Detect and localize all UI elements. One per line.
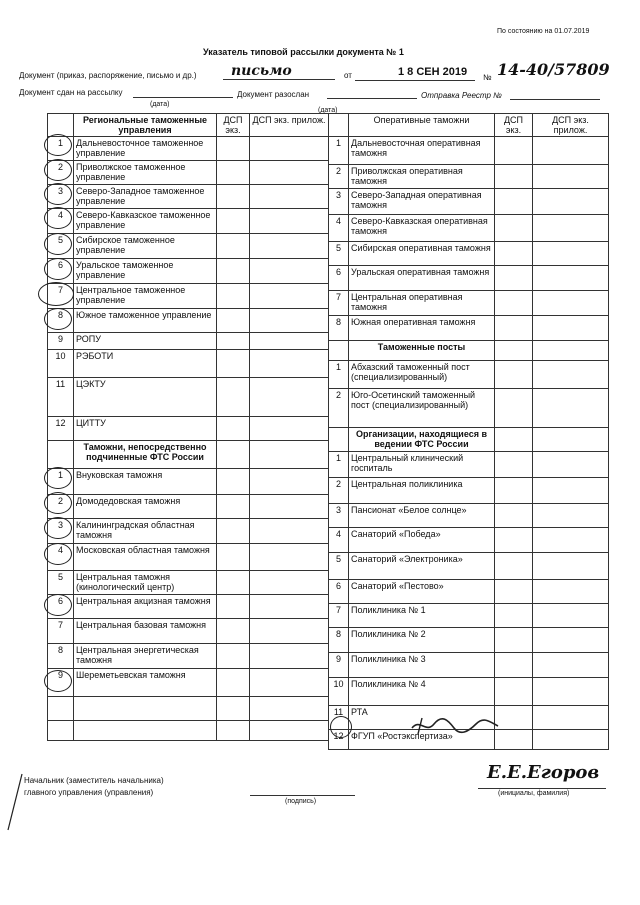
status-date-stamp: По состоянию на 01.07.2019 xyxy=(497,28,590,35)
row-number: 2 xyxy=(329,389,349,428)
mark-circle xyxy=(44,543,72,565)
initials-hint: (инициалы, фамилия) xyxy=(498,790,570,797)
row-number: 4 xyxy=(329,528,349,553)
table-row-name: Центральная базовая таможня xyxy=(74,619,217,644)
row-number: 5 xyxy=(48,571,74,595)
table-row-name: РЭБОТИ xyxy=(74,350,217,378)
row-number: 1 xyxy=(329,361,349,389)
row-number: 1 xyxy=(329,137,349,165)
table-row-name: Центральное таможенное управление xyxy=(74,284,217,309)
section-title-direct-customs: Таможни, непосредственно подчиненные ФТС России xyxy=(74,441,217,469)
signatory-name-handwritten: Е.Е.Егоров xyxy=(487,762,600,783)
mark-circle xyxy=(44,594,72,616)
row-number: 11 xyxy=(48,378,74,417)
row-number: 3 xyxy=(48,519,74,544)
mark-circle xyxy=(330,716,352,738)
row-number: 12 xyxy=(329,730,349,750)
table-row-name: Домодедовская таможня xyxy=(74,495,217,519)
table-row-name: Внуковская таможня xyxy=(74,469,217,495)
table-row-name: Южная оперативная таможня xyxy=(349,316,495,341)
document-type-handwritten: письмо xyxy=(231,63,292,79)
row-number: 4 xyxy=(48,209,74,234)
table-row-name: ФГУП «Ростэкспертиза» xyxy=(349,730,495,750)
table-row-name: Пансионат «Белое солнце» xyxy=(349,504,495,528)
row-number: 6 xyxy=(48,595,74,619)
row-number: 7 xyxy=(48,284,74,309)
table-row-name: Северо-Западная оперативная таможня xyxy=(349,189,495,215)
position-line-1: Начальник (заместитель начальника) xyxy=(24,776,164,785)
registry-underline xyxy=(510,98,600,100)
table-row-name: Южное таможенное управление xyxy=(74,309,217,333)
table-row-name: Центральный клинический госпиталь xyxy=(349,452,495,478)
row-number: 5 xyxy=(329,553,349,580)
row-number: 5 xyxy=(329,242,349,266)
row-number: 10 xyxy=(329,678,349,706)
table-row-name: Уральское таможенное управление xyxy=(74,259,217,284)
row-number: 11 xyxy=(329,706,349,730)
mark-circle xyxy=(44,183,72,205)
document-number-label: № xyxy=(483,73,492,82)
table-row-name: Центральная энергетическая таможня xyxy=(74,644,217,669)
sent-out-underline xyxy=(327,97,417,99)
operational-header: Оперативные таможни xyxy=(349,114,495,137)
date-from-label: от xyxy=(344,71,352,80)
row-number: 6 xyxy=(329,266,349,291)
dsp-attachment-header: ДСП экз. прилож. xyxy=(250,114,329,137)
row-number: 2 xyxy=(48,495,74,519)
table-row-name: Северо-Кавказская оперативная таможня xyxy=(349,215,495,242)
row-number: 3 xyxy=(329,189,349,215)
table-row-name: Поликлиника № 3 xyxy=(349,653,495,678)
table-row-name: Центральная оперативная таможня xyxy=(349,291,495,316)
dsp-header: ДСП экз. xyxy=(495,114,533,137)
table-row-name: Московская областная таможня xyxy=(74,544,217,571)
row-number: 6 xyxy=(329,580,349,604)
handed-over-underline xyxy=(133,96,233,98)
position-line-2: главного управления (управления) xyxy=(24,788,154,797)
row-number: 8 xyxy=(48,309,74,333)
row-number: 12 xyxy=(48,417,74,441)
date-hint-2: (дата) xyxy=(318,107,338,114)
mark-circle xyxy=(44,134,72,156)
page-title: Указатель типовой рассылки документа № 1 xyxy=(203,47,404,57)
mark-circle xyxy=(44,467,72,489)
table-row-name: Сибирское таможенное управление xyxy=(74,234,217,259)
table-row-name: Санаторий «Электроника» xyxy=(349,553,495,580)
row-number: 3 xyxy=(329,504,349,528)
document-number-handwritten: 14-40/57809 xyxy=(497,60,610,79)
dsp-header: ДСП экз. xyxy=(217,114,250,137)
row-number: 4 xyxy=(48,544,74,571)
row-number: 8 xyxy=(48,644,74,669)
row-number: 1 xyxy=(48,469,74,495)
dsp-attachment-header: ДСП экз. прилож. xyxy=(533,114,609,137)
date-underline xyxy=(355,79,475,81)
row-number: 1 xyxy=(48,137,74,161)
table-row-name: РТА xyxy=(349,706,495,730)
table-row-name: Северо-Западное таможенное управление xyxy=(74,185,217,209)
row-number: 3 xyxy=(48,185,74,209)
table-row-name: Центральная акцизная таможня xyxy=(74,595,217,619)
document-date-stamp: 1 8 СЕН 2019 xyxy=(398,66,468,78)
mark-circle xyxy=(44,670,72,692)
row-number: 8 xyxy=(329,316,349,341)
table-row-name: Северо-Кавказское таможенное управление xyxy=(74,209,217,234)
row-number: 4 xyxy=(329,215,349,242)
mark-circle xyxy=(44,492,72,514)
table-row-name: Центральная таможня (кинологический центр) xyxy=(74,571,217,595)
name-underline xyxy=(478,787,606,789)
operational-customs-table xyxy=(328,113,609,750)
mark-circle xyxy=(44,308,72,330)
mark-circle xyxy=(44,207,72,229)
table-row-name: ЦИТТУ xyxy=(74,417,217,441)
handed-over-label: Документ сдан на рассылку xyxy=(19,88,123,97)
row-number: 9 xyxy=(48,669,74,697)
table-row-name: Сибирская оперативная таможня xyxy=(349,242,495,266)
row-number: 5 xyxy=(48,234,74,259)
row-number: 1 xyxy=(329,452,349,478)
row-number: 8 xyxy=(329,628,349,653)
signature-hint: (подпись) xyxy=(285,798,317,805)
mark-circle xyxy=(38,282,74,306)
handwritten-overwrite-icon xyxy=(410,714,500,738)
signature-underline xyxy=(250,794,355,796)
row-number: 7 xyxy=(48,619,74,644)
sent-out-label: Документ разослан xyxy=(237,90,310,99)
row-number: 9 xyxy=(329,653,349,678)
row-number: 10 xyxy=(48,350,74,378)
row-number: 7 xyxy=(329,291,349,316)
table-row-name: Дальневосточная оперативная таможня xyxy=(349,137,495,165)
row-number: 2 xyxy=(48,161,74,185)
table-row-name: Дальневосточное таможенное управление xyxy=(74,137,217,161)
table-row-name: Поликлиника № 2 xyxy=(349,628,495,653)
margin-stroke-icon xyxy=(4,772,26,832)
document-type-label: Документ (приказ, распоряжение, письмо и др.) xyxy=(19,71,197,80)
section-title-organizations: Организации, находящиеся в ведении ФТС России xyxy=(349,428,495,452)
table-row-name: Центральная поликлиника xyxy=(349,478,495,504)
regional-header: Региональные таможенные управления xyxy=(74,114,217,137)
mark-circle xyxy=(44,233,72,255)
table-row-name: Приволжская оперативная таможня xyxy=(349,165,495,189)
row-number: 9 xyxy=(48,333,74,350)
table-row-name: Приволжское таможенное управление xyxy=(74,161,217,185)
section-title-customs-posts: Таможенные посты xyxy=(349,341,495,361)
registry-label: Отправка Реестр № xyxy=(421,91,502,100)
mark-circle xyxy=(44,517,72,539)
table-row-name: Абхазский таможенный пост (специализированный) xyxy=(349,361,495,389)
table-row-name: Шереметьевская таможня xyxy=(74,669,217,697)
table-row-name: РОПУ xyxy=(74,333,217,350)
row-number: 6 xyxy=(48,259,74,284)
table-row-name: Санаторий «Пестово» xyxy=(349,580,495,604)
row-number: 2 xyxy=(329,165,349,189)
table-row-name: Поликлиника № 4 xyxy=(349,678,495,706)
table-row-name: Юго-Осетинский таможенный пост (специализированный) xyxy=(349,389,495,428)
table-row-name: ЦЭКТУ xyxy=(74,378,217,417)
table-row-name: Калининградская областная таможня xyxy=(74,519,217,544)
mark-circle xyxy=(44,258,72,280)
date-hint-1: (дата) xyxy=(150,101,170,108)
table-row-name: Санаторий «Победа» xyxy=(349,528,495,553)
regional-customs-table xyxy=(47,113,329,741)
table-row-name: Уральская оперативная таможня xyxy=(349,266,495,291)
mark-circle xyxy=(44,159,72,181)
row-number: 7 xyxy=(329,604,349,628)
row-number: 2 xyxy=(329,478,349,504)
table-row-name: Поликлиника № 1 xyxy=(349,604,495,628)
